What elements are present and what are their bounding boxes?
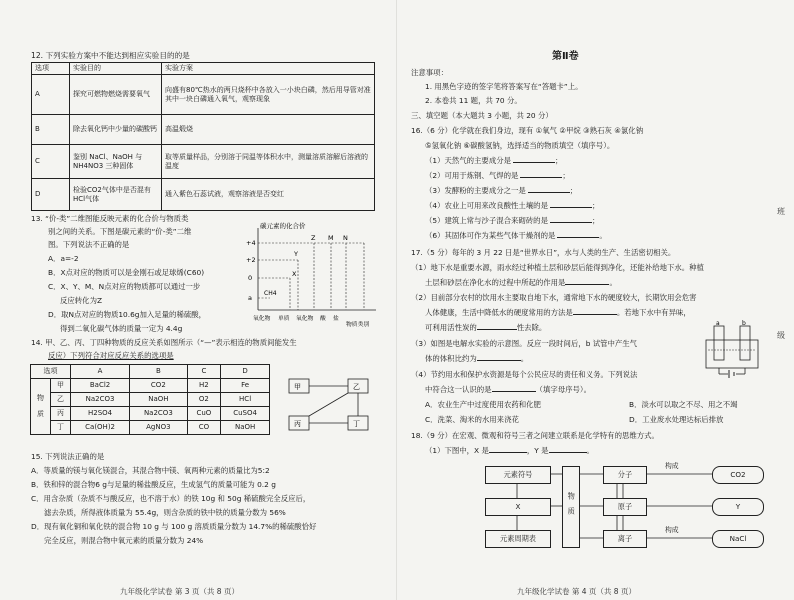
table-cell: H2 — [187, 379, 221, 393]
constitutes-label: 构成 — [665, 462, 679, 470]
x-axis-label: 物质类别 — [346, 322, 370, 328]
page-footer: 九年级化学试卷 第 4 页（共 8 页） — [517, 587, 636, 597]
table-cell: 探究可燃物燃烧需要氧气 — [70, 75, 162, 115]
electrolysis-apparatus-icon — [700, 320, 764, 378]
table-cell: O2 — [187, 393, 221, 407]
q16-line-1: 16.（6 分）化学就在我们身边，现有 ①氧气 ②甲烷 ③熟石灰 ④氯化钠 — [411, 126, 644, 135]
table-cell: Na2CO3 — [130, 407, 187, 421]
table-cell: A — [32, 75, 70, 115]
y-tick-label: 0 — [248, 274, 253, 282]
point-label: CH4 — [264, 290, 277, 297]
q16-item: （2）可用于炼钢、气焊的是 ； — [425, 171, 570, 180]
point-label: M — [328, 234, 334, 242]
table-cell: CO2 — [130, 379, 187, 393]
y-tick-label: +4 — [246, 239, 256, 247]
table-cell: 丁 — [51, 421, 71, 435]
q13-valence-chart — [236, 218, 386, 330]
x-box: X — [485, 498, 551, 516]
table-cell: NaOH — [130, 393, 187, 407]
table-cell: Fe — [221, 379, 270, 393]
q13-option-c-1: C．X、Y、M、N点对应的物质都可以通过一步 — [48, 282, 201, 291]
q14-line-1: 14. 甲、乙、丙、丁四种物质的反应关系如图所示（“—”表示相连的物质间能发生 — [31, 338, 297, 347]
q17-part-1a: （1）地下水是重要水源，雨水经过种植土层和砂层后能得到净化，还能补给地下水。种植 — [411, 263, 704, 272]
q17-option-b: B．淡水可以取之不尽、用之不竭 — [629, 400, 738, 409]
y-tick-label: +2 — [246, 256, 256, 264]
point-label: Y — [294, 250, 298, 258]
table-cell: C — [32, 145, 70, 179]
nacl-box: NaCl — [712, 530, 764, 548]
q16-item: （4）农业上可用来改良酸性土壤的是 ； — [425, 201, 600, 210]
table-cell: 除去氧化钙中少量的碳酸钙 — [70, 115, 162, 145]
point-label: Z — [311, 234, 316, 242]
atom-box: 原子 — [603, 498, 647, 516]
q17-part-2b: 人体健康，生活中降低水的硬度常用的方法是 。若地下水中有异味， — [425, 308, 691, 317]
q17-part-1b: 土层和砂层在净化水的过程中所起的作用是 。 — [425, 278, 617, 287]
q17-part-4a: （4）节约用水和保护水资源是每个公民应尽的责任和义务。下列说法 — [411, 370, 638, 379]
q17-line-1: 17.（5 分）每年的 3 月 22 日是“世界水日”，水与人类的生产、生活密切相关。 — [411, 248, 676, 257]
x-tick-label: 单质 — [278, 316, 290, 322]
element-symbol-box: 元素符号 — [485, 466, 551, 484]
table-header: 选项 — [32, 63, 70, 75]
q16-line-2: ⑤氢氧化钠 ⑥碳酸氢钠，选择适当的物质填空（填序号）。 — [425, 141, 615, 150]
q16-item: （3）发酵粉的主要成分之一是 ； — [425, 186, 578, 195]
notes-title: 注意事项： — [411, 68, 448, 77]
q15-option: D．现有氧化铜和氧化铁的混合物 10 g 与 100 g 溶质质量分数为 14.7%的稀硫酸恰好 — [31, 522, 317, 531]
table-row — [32, 75, 375, 115]
q17-option-c: C．洗菜、淘米的水用来浇花 — [425, 415, 519, 424]
part-title: 三、填空题（本大题共 3 小题，共 20 分） — [411, 111, 553, 120]
table-row — [31, 421, 270, 435]
table-header: D — [221, 365, 270, 379]
periodic-table-box: 元素周期表 — [485, 530, 551, 548]
q18-line-1: 18.（9 分）在宏观、微观和符号三者之间建立联系是化学特有的思维方式。 — [411, 431, 659, 440]
margin-label: 班 — [777, 207, 785, 216]
table-cell: 检验CO2气体中是否混有HCl气体 — [70, 179, 162, 211]
svg-text:b: b — [742, 320, 746, 327]
substance-box: 物质 — [562, 466, 580, 548]
table-header: 实验目的 — [70, 63, 162, 75]
table-cell: 甲 — [51, 379, 71, 393]
table-cell: 通入紫色石蕊试液，观察溶液是否变红 — [162, 179, 375, 211]
table-cell: 取等质量样品，分别溶于同温等体积水中，测量溶质溶解后溶液的温度 — [162, 145, 375, 179]
table-cell: HCl — [221, 393, 270, 407]
table-cell: B — [32, 115, 70, 145]
table-header: 实验方案 — [162, 63, 375, 75]
q17-part-3b: 体的体积比约为 。 — [425, 354, 529, 363]
node-label: 甲 — [294, 383, 301, 391]
x-tick-label: 氧化物 — [296, 316, 314, 322]
q17-part-2a: （2）目前部分农村的饮用水主要取自地下水，通常地下水的硬度较大，长期饮用会危害 — [411, 293, 697, 302]
side-label: 物 质 — [31, 379, 51, 435]
x-tick-label: 酸 — [320, 316, 326, 322]
q15-option: 滤去杂质，所得液体质量为 55.4g，则含杂质的铁中铁的质量分数为 56% — [44, 508, 286, 517]
right-page — [397, 0, 794, 600]
table-row — [31, 393, 270, 407]
table-row — [32, 115, 375, 145]
table-header: C — [187, 365, 221, 379]
q12-table — [31, 62, 375, 211]
table-row — [32, 145, 375, 179]
table-cell: CuSO4 — [221, 407, 270, 421]
q13-option-d-1: D．取N点对应的物质10.6g加入足量的稀硫酸， — [48, 310, 207, 319]
table-cell: D — [32, 179, 70, 211]
q13-line-3: 图。下列说法不正确的是 — [48, 240, 130, 249]
q15-option: 完全反应，则混合物中氧元素的质量分数为 24% — [44, 536, 204, 545]
table-header: A — [71, 365, 130, 379]
q13-line-1: 13. “价-类”二维图能反映元素的化合价与物质类 — [31, 214, 189, 223]
node-label: 乙 — [353, 383, 360, 391]
q14-relation-diagram — [286, 376, 376, 434]
section-title: 第Ⅱ卷 — [552, 51, 579, 62]
q16-item: （1）天然气的主要成分是 ； — [425, 156, 563, 165]
q13-option-b: B．X点对应的物质可以是金刚石或足球烯(C60) — [48, 268, 205, 277]
table-row — [31, 365, 270, 379]
table-cell: NaOH — [221, 421, 270, 435]
ion-box: 离子 — [603, 530, 647, 548]
note-item: 2. 本卷共 11 题，共 70 分。 — [425, 96, 522, 105]
table-header: 选项 — [31, 365, 71, 379]
y-box: Y — [712, 498, 764, 516]
table-cell: CO — [187, 421, 221, 435]
q14-table — [30, 364, 270, 435]
q16-item: （5）建筑上常与沙子混合来砌砖的是 ； — [425, 216, 600, 225]
table-cell: 向盛有80℃热水的两只烧杯中各放入一小块白磷，然后用导管对准其中一块白磷通入氧气，观察现象 — [162, 75, 375, 115]
y-tick-label: a — [248, 294, 252, 302]
page-footer: 九年级化学试卷 第 3 页（共 8 页） — [120, 587, 239, 597]
point-label: X — [292, 270, 297, 278]
table-cell: 高温煅烧 — [162, 115, 375, 145]
q13-line-2: 别之间的关系。下图是碳元素的“价-类”二维 — [48, 227, 192, 236]
table-cell: Ca(OH)2 — [71, 421, 130, 435]
q16-item: （6）其固体可作为某些气体干燥剂的是 。 — [425, 231, 607, 240]
margin-label: 级 — [777, 331, 785, 340]
q17-part-3a: （3）如图是电解水实验的示意图。反应一段时间后，b 试管中产生气 — [411, 339, 638, 348]
q13-option-d-2: 得到二氧化碳气体的质量一定为 4.4g — [60, 324, 183, 333]
q15-option: A．等质量的镁与氧化镁混合，其混合物中镁、氧两种元素的质量比为5:2 — [31, 466, 270, 475]
y-axis-label: 碳元素的化合价 — [260, 222, 306, 230]
q17-option-d: D．工业废水处理达标后排放 — [629, 415, 724, 424]
table-row — [31, 407, 270, 421]
table-cell: 鉴别 NaCl、NaOH 与 NH4NO3 三种固体 — [70, 145, 162, 179]
table-cell: AgNO3 — [130, 421, 187, 435]
table-row — [32, 179, 375, 211]
q13-option-c-2: 反应转化为Z — [60, 296, 103, 305]
q13-option-a: A．a=-2 — [48, 254, 79, 263]
q17-part-4b: 中符合这一认识的是 （填字母序号）。 — [425, 385, 591, 394]
table-cell: 乙 — [51, 393, 71, 407]
svg-text:a: a — [716, 320, 720, 327]
node-label: 丙 — [294, 420, 301, 428]
node-label: 丁 — [353, 420, 360, 428]
x-tick-label: 盐 — [333, 316, 339, 322]
note-item: 1. 用黑色字迹的签字笔将答案写在“答题卡”上。 — [425, 82, 583, 91]
table-cell: H2SO4 — [71, 407, 130, 421]
q14-line-2: 反应）下列符合对应反应关系的选项是 — [48, 351, 174, 360]
q17-part-2c: 可利用活性炭的 性去除。 — [425, 323, 547, 332]
table-cell: 丙 — [51, 407, 71, 421]
x-tick-label: 氧化物 — [253, 316, 271, 322]
molecule-box: 分子 — [603, 466, 647, 484]
table-cell: CuO — [187, 407, 221, 421]
q15-option: C．用含杂质（杂质不与酸反应，也不溶于水）的铁 10g 和 50g 稀硫酸完全反应后， — [31, 494, 311, 503]
constitutes-label: 构成 — [665, 526, 679, 534]
point-label: N — [343, 234, 348, 242]
q15-title: 15. 下列说法正确的是 — [31, 452, 105, 461]
q17-option-a: A．农业生产中过度使用农药和化肥 — [425, 400, 541, 409]
guide-lines — [258, 243, 364, 310]
q15-option: B．铁和锌的混合物6 g与足量的稀盐酸反应，生成氢气的质量可能为 0.2 g — [31, 480, 276, 489]
table-row — [32, 63, 375, 75]
q12-title: 12. 下列实验方案中不能达到相应实验目的的是 — [31, 51, 190, 60]
table-cell: BaCl2 — [71, 379, 130, 393]
q18-line-2: （1）下图中，X 是 ，Y 是 。 — [425, 446, 594, 455]
table-cell: Na2CO3 — [71, 393, 130, 407]
table-row — [31, 379, 270, 393]
table-header: B — [130, 365, 187, 379]
co2-box: CO2 — [712, 466, 764, 484]
